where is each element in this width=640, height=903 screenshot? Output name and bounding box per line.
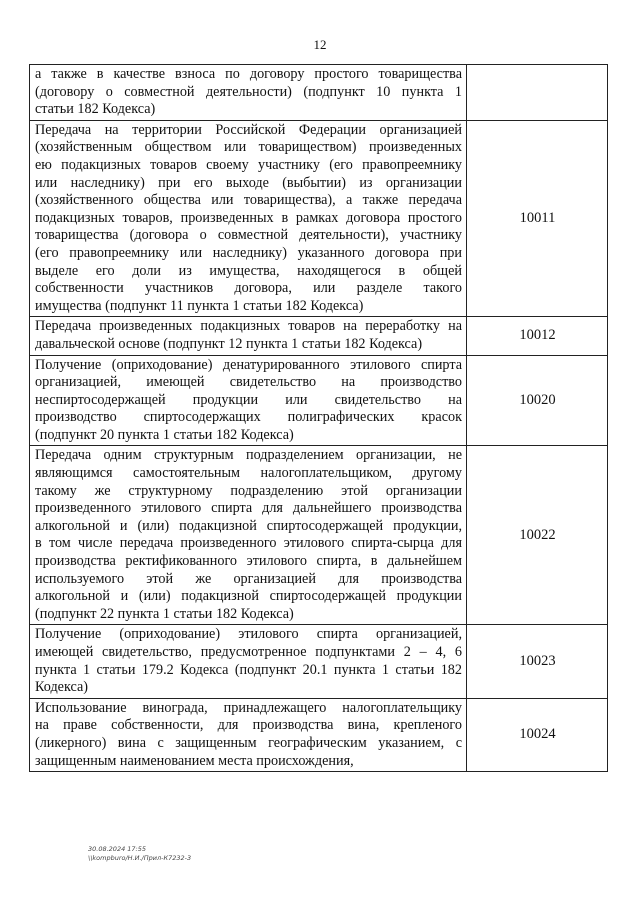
description-line: защищенным наименованием места происхождения, — [35, 752, 354, 769]
operation-description — [30, 65, 467, 121]
table-body — [30, 65, 608, 772]
description-line: произведенного этилового спирта для дальнейшего производства — [35, 500, 462, 517]
operation-code: 10012 — [467, 317, 608, 355]
description-line: статьи 182 Кодекса) — [35, 101, 156, 118]
table-row — [30, 120, 608, 317]
description-line: имущества (подпункт 11 пункта 1 статьи 182 Кодекса) — [35, 297, 364, 314]
description-line: подакцизных товаров, произведенных в рамках договора простого — [35, 209, 462, 226]
description-line: являющимся самостоятельным налогоплательщиком, другому — [35, 465, 462, 482]
description-line: выделе его доли из имущества, находящегося в общей — [35, 262, 462, 279]
table-row — [30, 317, 608, 355]
description-line: ею подакцизных товаров своему участнику (его правопреемнику — [35, 156, 462, 173]
table-row — [30, 65, 608, 121]
operation-description — [30, 446, 467, 625]
description-line: на праве собственности, для производства вина, крепленого — [35, 717, 462, 734]
description-line: алкогольной и (или) подакцизной спиртосодержащей продукции — [35, 588, 462, 605]
description-line: (ликерного) вина с защищенным географическим указанием, с — [35, 734, 462, 751]
description-line: Получение (оприходование) денатурированного этилового спирта — [35, 356, 462, 373]
description-line: (подпункт 22 пункта 1 статьи 182 Кодекса) — [35, 605, 294, 622]
operation-code: 10020 — [467, 355, 608, 446]
footer-timestamp: 30.08.2024 17:55 — [88, 845, 147, 853]
description-line: товарищества (договора о совместной деятельности), участнику — [35, 227, 462, 244]
operation-codes-table — [29, 64, 608, 772]
description-line: Передача одним структурным подразделением организации, не — [35, 447, 462, 464]
description-line: а также в качестве взноса по договору простого товарищества — [35, 66, 462, 82]
description-line: давальческой основе (подпункт 12 пункта 1 статьи 182 Кодекса) — [35, 335, 423, 352]
table-row — [30, 446, 608, 625]
operation-description — [30, 317, 467, 355]
description-line: Получение (оприходование) этилового спирта организацией, — [35, 626, 462, 643]
description-line: имеющей свидетельство, предусмотренное подпунктами 2 – 4, 6 — [35, 644, 462, 660]
table-row — [30, 625, 608, 698]
operation-code: 10024 — [467, 698, 608, 771]
description-line: в том числе передача произведенного этилового спирта-сырца для — [35, 535, 462, 552]
description-line: алкогольной и (или) подакцизной спиртосодержащей продукции, — [35, 517, 462, 534]
operation-code: 10011 — [467, 120, 608, 317]
operation-code: 10023 — [467, 625, 608, 698]
description-line: или наследнику) при его выходе (выбытии) из организации — [35, 174, 462, 191]
description-line: (его правопреемнику или наследнику) указанного договора при — [35, 244, 462, 261]
description-line: производство спиртосодержащих полиграфических красок — [35, 409, 462, 426]
operation-code: 10022 — [467, 446, 608, 625]
description-line: используемого этой же организацией для производства — [35, 570, 462, 587]
description-line: Передача на территории Российской Федерации организацией — [35, 121, 462, 138]
operation-code — [467, 65, 608, 121]
description-line: Передача произведенных подакцизных товаров на переработку на — [35, 318, 462, 335]
description-line: производства ректификованного этилового спирта, в дальнейшем — [35, 553, 462, 570]
description-line: пункта 1 статьи 179.2 Кодекса (подпункт 20.1 пункта 1 статьи 182 — [35, 661, 462, 678]
description-line: (хозяйственным обществом или товариществом) произведенных — [35, 139, 462, 156]
page-number: 12 — [313, 37, 327, 52]
footer-file-path: \\kompburo/Н.И./Прил-К7232-3 — [88, 854, 192, 862]
operation-description — [30, 698, 467, 771]
description-line: Кодекса) — [35, 679, 88, 696]
operation-description — [30, 120, 467, 317]
footer-stamp — [88, 845, 191, 863]
operation-description — [30, 625, 467, 698]
table-row — [30, 355, 608, 446]
description-line: неспиртосодержащей продукции или свидетельство на — [35, 391, 462, 408]
description-line: (подпункт 20 пункта 1 статьи 182 Кодекса) — [35, 426, 294, 443]
table-row — [30, 698, 608, 771]
description-line: организацией, имеющей свидетельство на производство — [35, 374, 462, 391]
description-line: (договору о совместной деятельности) (подпункт 10 пункта 1 — [35, 83, 462, 100]
description-line: собственности участников договора, или разделе такого — [35, 280, 462, 297]
description-line: такому же структурному подразделению этой организации — [35, 482, 462, 499]
description-line: Использование винограда, принадлежащего налогоплательщику — [35, 699, 462, 716]
operation-description — [30, 355, 467, 446]
description-line: (хозяйственного общества или товарищества), а также передача — [35, 192, 462, 209]
